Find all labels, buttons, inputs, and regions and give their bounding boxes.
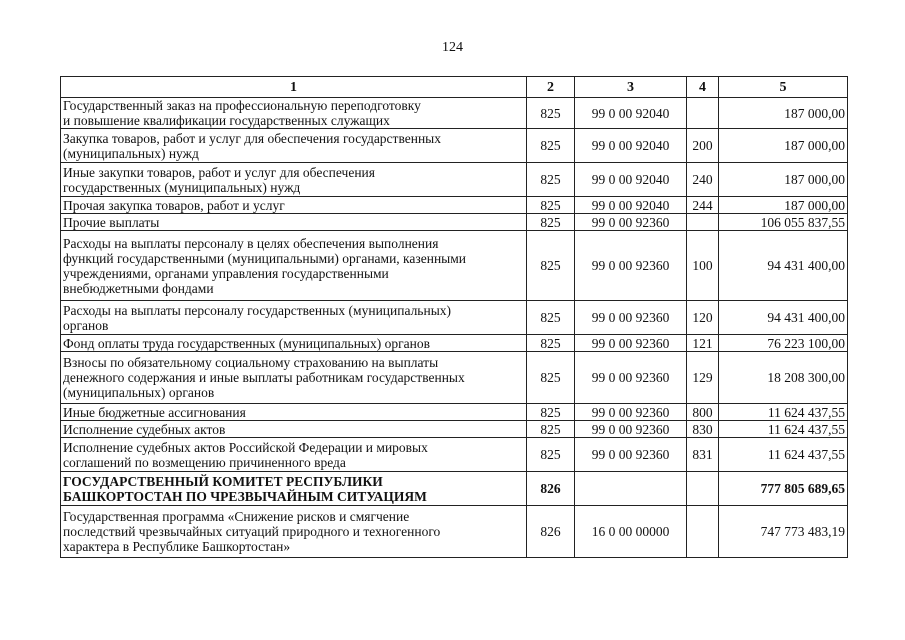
table-row xyxy=(61,301,848,335)
row-sum-cell: 187 000,00 xyxy=(719,129,848,163)
row-name-cell: ГОСУДАРСТВЕННЫЙ КОМИТЕТ РЕСПУБЛИКИ БАШКОРТОСТАН ПО ЧРЕЗВЫЧАЙНЫМ СИТУАЦИЯМ xyxy=(61,472,527,506)
row-csr-cell: 99 0 00 92040 xyxy=(575,197,687,214)
header-row xyxy=(61,77,848,98)
table-row xyxy=(61,335,848,352)
row-ved-cell: 825 xyxy=(527,335,575,352)
row-csr-cell xyxy=(575,472,687,506)
table-row xyxy=(61,404,848,421)
header-col-1: 1 xyxy=(61,77,527,98)
row-vr-cell: 200 xyxy=(687,129,719,163)
row-csr-cell: 99 0 00 92040 xyxy=(575,129,687,163)
row-vr-cell: 831 xyxy=(687,438,719,472)
row-name-cell: Взносы по обязательному социальному страхованию на выплаты денежного содержания и иные выплаты работникам государственных (муниципальных) органов xyxy=(61,352,527,404)
table-row xyxy=(61,472,848,506)
row-name-cell: Закупка товаров, работ и услуг для обеспечения государственных (муниципальных) нужд xyxy=(61,129,527,163)
row-csr-cell: 99 0 00 92360 xyxy=(575,231,687,301)
row-csr-cell: 16 0 00 00000 xyxy=(575,506,687,558)
row-name-cell: Исполнение судебных актов xyxy=(61,421,527,438)
table-row xyxy=(61,129,848,163)
row-name-cell: Государственный заказ на профессиональную переподготовку и повышение квалификации государственных служащих xyxy=(61,98,527,129)
row-csr-cell: 99 0 00 92360 xyxy=(575,438,687,472)
row-vr-cell: 121 xyxy=(687,335,719,352)
table-row xyxy=(61,98,848,129)
page-number: 124 xyxy=(442,40,463,55)
row-vr-cell: 244 xyxy=(687,197,719,214)
row-sum-cell: 94 431 400,00 xyxy=(719,301,848,335)
table-row xyxy=(61,197,848,214)
row-ved-cell: 825 xyxy=(527,163,575,197)
row-ved-cell: 825 xyxy=(527,197,575,214)
header-col-4: 4 xyxy=(687,77,719,98)
row-ved-cell: 825 xyxy=(527,438,575,472)
row-ved-cell: 825 xyxy=(527,214,575,231)
row-ved-cell: 825 xyxy=(527,129,575,163)
row-name-cell: Расходы на выплаты персоналу государственных (муниципальных) органов xyxy=(61,301,527,335)
row-name-cell: Государственная программа «Снижение рисков и смягчение последствий чрезвычайных ситуаций природного и техногенного характера в Республике Башкортостан» xyxy=(61,506,527,558)
row-ved-cell: 825 xyxy=(527,301,575,335)
row-vr-cell: 129 xyxy=(687,352,719,404)
row-sum-cell: 747 773 483,19 xyxy=(719,506,848,558)
row-name-cell: Расходы на выплаты персоналу в целях обеспечения выполнения функций государственными (муниципальными) органами, казенными учреждениями, органами управления государственными внебюджетными фондами xyxy=(61,231,527,301)
row-vr-cell: 830 xyxy=(687,421,719,438)
row-ved-cell: 825 xyxy=(527,421,575,438)
header-col-3: 3 xyxy=(575,77,687,98)
row-csr-cell: 99 0 00 92360 xyxy=(575,404,687,421)
row-vr-cell: 800 xyxy=(687,404,719,421)
row-ved-cell: 825 xyxy=(527,231,575,301)
header-col-2: 2 xyxy=(527,77,575,98)
row-vr-cell: 120 xyxy=(687,301,719,335)
row-ved-cell: 825 xyxy=(527,98,575,129)
row-name-cell: Фонд оплаты труда государственных (муниципальных) органов xyxy=(61,335,527,352)
row-sum-cell: 777 805 689,65 xyxy=(719,472,848,506)
table-row xyxy=(61,163,848,197)
row-sum-cell: 94 431 400,00 xyxy=(719,231,848,301)
row-sum-cell: 187 000,00 xyxy=(719,98,848,129)
table-row xyxy=(61,352,848,404)
row-sum-cell: 187 000,00 xyxy=(719,163,848,197)
row-csr-cell: 99 0 00 92040 xyxy=(575,163,687,197)
row-name-cell: Прочие выплаты xyxy=(61,214,527,231)
row-vr-cell xyxy=(687,506,719,558)
table-row xyxy=(61,421,848,438)
row-vr-cell xyxy=(687,214,719,231)
table-row xyxy=(61,438,848,472)
row-sum-cell: 187 000,00 xyxy=(719,197,848,214)
row-sum-cell: 11 624 437,55 xyxy=(719,438,848,472)
row-csr-cell: 99 0 00 92360 xyxy=(575,335,687,352)
row-vr-cell: 100 xyxy=(687,231,719,301)
row-ved-cell: 826 xyxy=(527,506,575,558)
row-ved-cell: 826 xyxy=(527,472,575,506)
table-row xyxy=(61,231,848,301)
row-name-cell: Иные закупки товаров, работ и услуг для обеспечения государственных (муниципальных) нужд xyxy=(61,163,527,197)
row-sum-cell: 18 208 300,00 xyxy=(719,352,848,404)
row-csr-cell: 99 0 00 92360 xyxy=(575,421,687,438)
table-row xyxy=(61,506,848,558)
row-name-cell: Иные бюджетные ассигнования xyxy=(61,404,527,421)
row-csr-cell: 99 0 00 92360 xyxy=(575,214,687,231)
row-ved-cell: 825 xyxy=(527,352,575,404)
row-sum-cell: 106 055 837,55 xyxy=(719,214,848,231)
row-csr-cell: 99 0 00 92040 xyxy=(575,98,687,129)
row-sum-cell: 76 223 100,00 xyxy=(719,335,848,352)
row-ved-cell: 825 xyxy=(527,404,575,421)
row-sum-cell: 11 624 437,55 xyxy=(719,404,848,421)
row-name-cell: Исполнение судебных актов Российской Федерации и мировых соглашений по возмещению причиненного вреда xyxy=(61,438,527,472)
row-vr-cell: 240 xyxy=(687,163,719,197)
row-vr-cell xyxy=(687,98,719,129)
row-vr-cell xyxy=(687,472,719,506)
header-col-5: 5 xyxy=(719,77,848,98)
row-csr-cell: 99 0 00 92360 xyxy=(575,301,687,335)
row-name-cell: Прочая закупка товаров, работ и услуг xyxy=(61,197,527,214)
row-sum-cell: 11 624 437,55 xyxy=(719,421,848,438)
budget-table xyxy=(60,76,848,558)
table-row xyxy=(61,214,848,231)
table-body xyxy=(61,98,848,558)
row-csr-cell: 99 0 00 92360 xyxy=(575,352,687,404)
